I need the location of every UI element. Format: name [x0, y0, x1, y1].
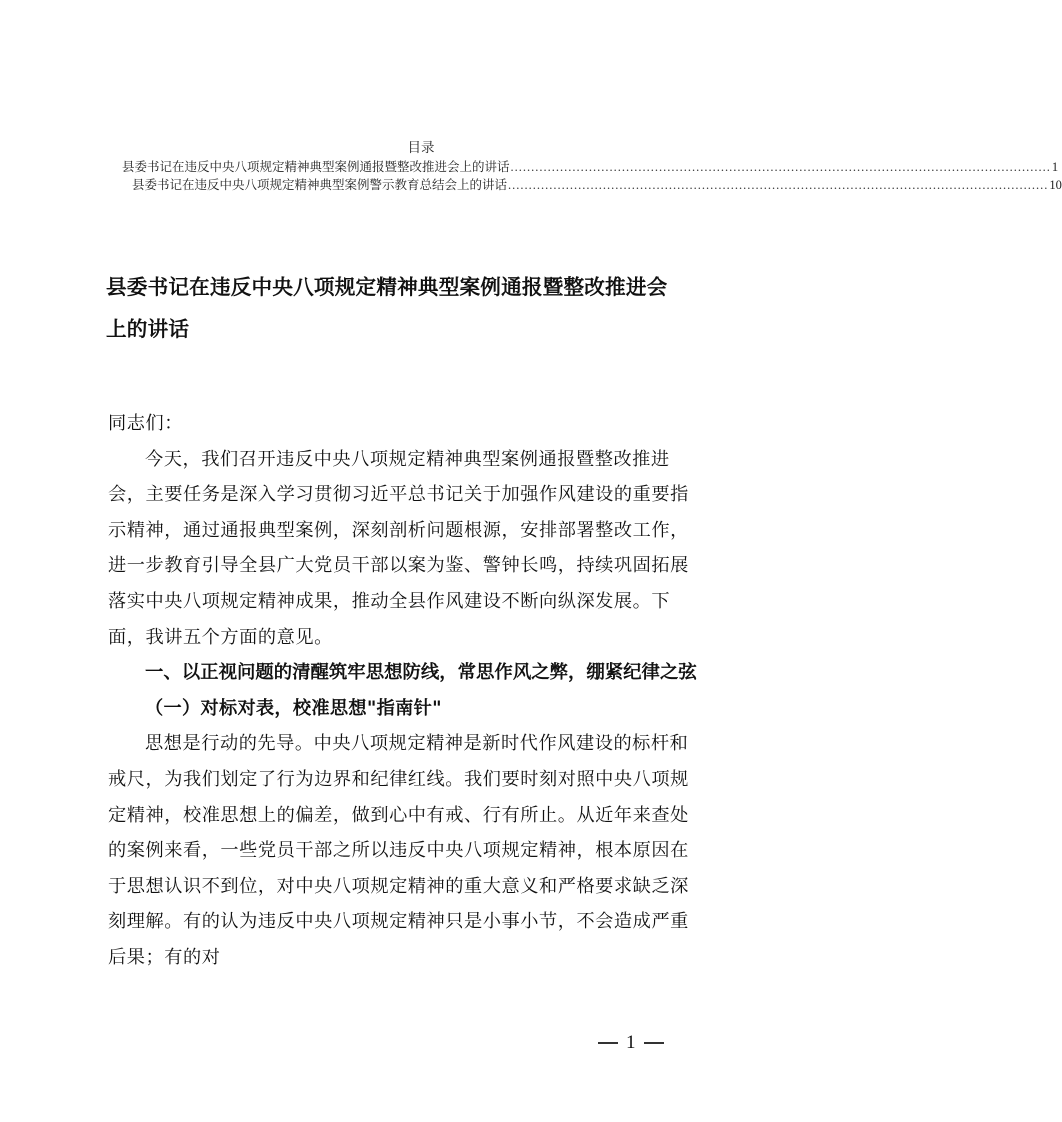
dash-right	[644, 1042, 664, 1043]
page-number-value: 1	[626, 1032, 636, 1053]
document-title-line-1: 县委书记在违反中央八项规定精神典型案例通报暨整改推进会	[106, 275, 668, 299]
dash-left	[598, 1042, 618, 1043]
toc-entry[interactable]	[118, 176, 1062, 194]
document-title	[106, 266, 706, 350]
section-heading: 一、以正视问题的清醒筑牢思想防线，常思作风之弊，绷紧纪律之弦	[145, 662, 697, 684]
table-of-contents	[118, 138, 1062, 194]
toc-leader-dots: ...................................................................................................................................	[508, 178, 1049, 192]
page-number	[598, 1032, 678, 1054]
paragraph: 思想是行动的先导。中央八项规定精神是新时代作风建设的标杆和戒尺，为我们划定了行为边界和纪律红线。我们要时刻对照中央八项规定精神，校准思想上的偏差，做到心中有戒、行有所止。从近年来查处的案例来看，一些党员干部之所以违反中央八项规定精神，根本原因在于思想认识不到位，对中央八项规定精神的重大意义和严格要求缺乏深刻理解。有的认为违反中央八项规定精神只是小事小节，不会造成严重后果；有的对	[108, 733, 689, 968]
subsection-heading: （一）对标对表，校准思想"指南针"	[145, 697, 442, 719]
toc-entry-page: 10	[1049, 178, 1062, 192]
salutation: 同志们：	[108, 413, 183, 434]
toc-entry[interactable]	[118, 158, 1059, 176]
toc-title: 目录	[407, 140, 435, 155]
paragraph: 今天，我们召开违反中央八项规定精神典型案例通报暨整改推进会，主要任务是深入学习贯彻习近平总书记关于加强作风建设的重要指示精神，通过通报典型案例，深刻剖析问题根源，安排部署整改工作，进一步教育引导全县广大党员干部以案为鉴、警钟长鸣，持续巩固拓展落实中央八项规定精神成果，推动全县作风建设不断向纵深发展。下面，我讲五个方面的意见。	[108, 448, 689, 648]
toc-entry-title[interactable]: 县委书记在违反中央八项规定精神典型案例警示教育总结会上的讲话	[132, 178, 508, 192]
document-title-line-2: 上的讲话	[106, 317, 190, 341]
toc-leader-dots: ...................................................................................................................................	[510, 160, 1051, 174]
toc-entry-page: 1	[1051, 160, 1059, 174]
document-body	[108, 406, 698, 976]
toc-entry-title[interactable]: 县委书记在违反中央八项规定精神典型案例通报暨整改推进会上的讲话	[122, 160, 510, 174]
